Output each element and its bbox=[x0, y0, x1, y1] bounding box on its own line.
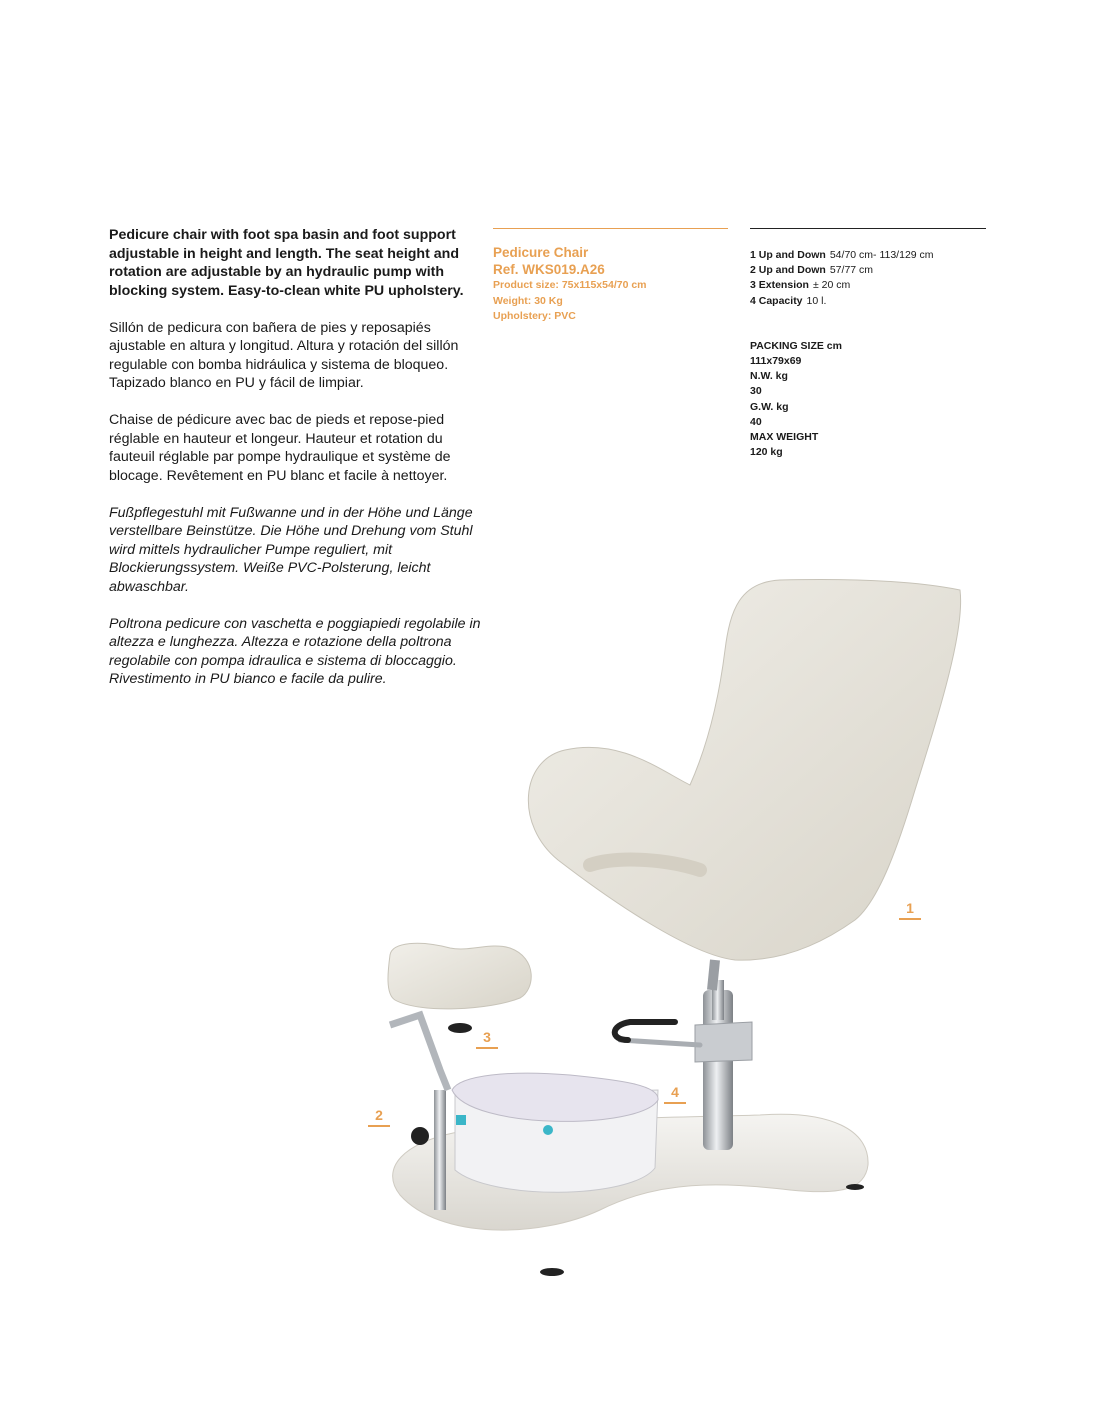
callout-number: 4 bbox=[671, 1084, 679, 1100]
description-spanish: Sillón de pedicura con bañera de pies y reposapiés ajustable en altura y longitud. Altura y rotación del sillón regulable con bomba hidráulica y sistema de bloqueo. Tapizado blanco en PU y fácil de limpiar. bbox=[109, 319, 459, 391]
specs-panel bbox=[750, 248, 1000, 460]
spec-label: 2 Up and Down bbox=[750, 264, 826, 277]
callout-number: 1 bbox=[906, 900, 914, 916]
description-english: Pedicure chair with foot spa basin and foot support adjustable in height and length. The seat height and rotation are adjustable by an hydraulic pump with blocking system. Easy-to-clean white PU upholstery. bbox=[109, 227, 464, 299]
nw-label: N.W. kg bbox=[750, 370, 788, 383]
spec-value: ± 20 cm bbox=[812, 279, 851, 292]
packing-title: PACKING SIZE cm bbox=[750, 339, 842, 352]
gw-label: G.W. kg bbox=[750, 400, 789, 413]
product-size: Product size: 75x115x54/70 cm bbox=[493, 279, 647, 291]
max-weight-label: MAX WEIGHT bbox=[750, 431, 819, 444]
spec-label: 4 Capacity bbox=[750, 294, 803, 307]
callout-4 bbox=[664, 1084, 686, 1104]
spec-row bbox=[750, 248, 1000, 263]
pedicure-chair-image bbox=[360, 570, 980, 1290]
description-french: Chaise de pédicure avec bac de pieds et repose-pied réglable en hauteur et longeur. Hauteur et rotation du fauteuil réglable par pompe hydraulique et système de blocage. Revêtement en PU blanc et facile à nettoyer. bbox=[109, 412, 451, 484]
product-weight: Weight: 30 Kg bbox=[493, 294, 563, 307]
product-name: Pedicure Chair bbox=[493, 245, 589, 260]
spec-value: 54/70 cm- 113/129 cm bbox=[829, 249, 934, 261]
callout-1 bbox=[899, 900, 921, 920]
spec-value: 57/77 cm bbox=[829, 264, 874, 277]
description-german: Fußpflegestuhl mit Fußwanne und in der Höhe und Länge verstellbare Beinstütze. Die Höhe und Drehung vom Stuhl wird mittels hydraulicher Pumpe reguliert, mit Blockierungssystem. Weiße PVC-Polsterung, leicht abwaschbar. bbox=[109, 504, 473, 595]
product-divider bbox=[493, 228, 728, 229]
gw-value: 40 bbox=[750, 415, 762, 428]
description-italian: Poltrona pedicure con vaschetta e poggiapiedi regolabile in altezza e lunghezza. Altezza e rotazione della poltrona regolabile con pompa idraulica e sistema di bloccaggio. Rivestimento in PU bianco e facile da pulire. bbox=[109, 615, 481, 687]
max-weight-value: 120 kg bbox=[750, 446, 783, 459]
spec-row bbox=[750, 294, 1000, 309]
spec-row bbox=[750, 263, 1000, 278]
callout-3 bbox=[476, 1029, 498, 1049]
callout-number: 3 bbox=[483, 1029, 491, 1045]
spec-label: 3 Extension bbox=[750, 279, 809, 292]
product-info bbox=[493, 244, 733, 325]
specs-divider bbox=[750, 228, 986, 229]
product-ref: Ref. WKS019.A26 bbox=[493, 262, 605, 277]
nw-value: 30 bbox=[750, 385, 762, 398]
spec-row bbox=[750, 278, 1000, 293]
packing-value: 111x79x69 bbox=[750, 355, 802, 368]
spec-value: 10 l. bbox=[806, 294, 827, 307]
spec-label: 1 Up and Down bbox=[750, 249, 826, 261]
callout-2 bbox=[368, 1107, 390, 1127]
callout-number: 2 bbox=[375, 1107, 383, 1123]
product-upholstery: Upholstery: PVC bbox=[493, 310, 576, 322]
